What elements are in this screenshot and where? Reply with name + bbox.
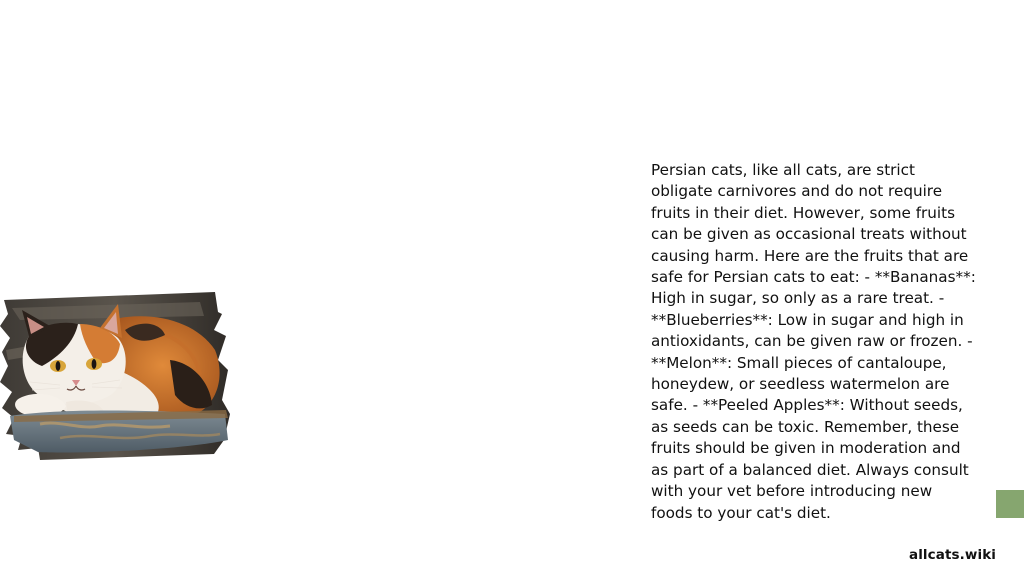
accent-square bbox=[996, 490, 1024, 518]
article-body-text: Persian cats, like all cats, are strict obligate carnivores and do not require fruits in their diet. However, some fruits can be given as occasional treats without causing harm. Here are the fruits that are safe for Persian cats to eat: - **Bananas**: High in sugar, so only as a rare treat. - **Blueberries**: Low in sugar and high in antioxidants, can be given raw or frozen. - **Melon**: Small pieces of cantaloupe, honeydew, or seedless watermelon are safe. - **Peeled Apples**: Without seeds, as seeds can be toxic. Remember, these fruits should be given in moderation and as part of a balanced diet. Always consult with your vet before introducing new foods to your cat's diet. bbox=[651, 161, 976, 522]
cat-illustration bbox=[0, 290, 232, 462]
calico-cat-icon bbox=[0, 290, 232, 462]
site-name[interactable]: allcats.wiki bbox=[909, 547, 996, 563]
